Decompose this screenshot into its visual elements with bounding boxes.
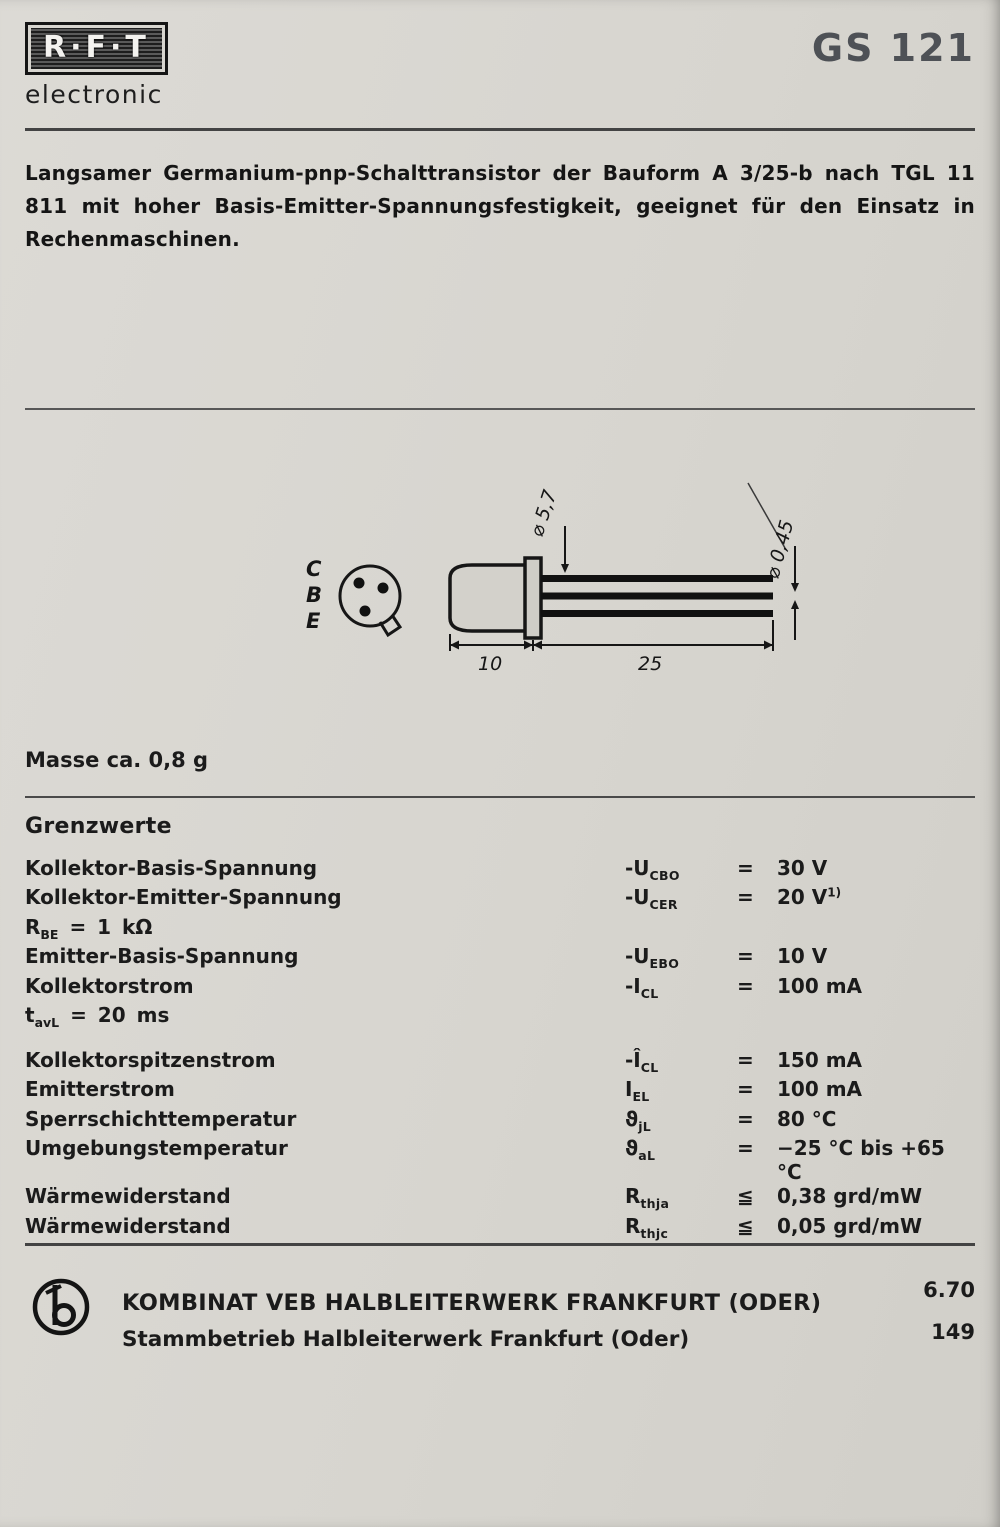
limit-row (25, 1048, 975, 1078)
issue-date: 6.70 (923, 1278, 975, 1302)
relation: = (737, 885, 754, 909)
footer-text (122, 1276, 893, 1352)
value: 100 mA (777, 1077, 863, 1101)
limit-row (25, 856, 975, 886)
symbol: $-Î_{CL}$ (625, 1047, 659, 1075)
transistor-body (450, 558, 773, 638)
limit-row (25, 885, 975, 915)
condition-line (25, 915, 975, 945)
dim-body-length-label: 10 (478, 652, 503, 675)
lead-emitter (541, 610, 773, 617)
pinout-circle (340, 566, 400, 635)
footer-right (923, 1276, 975, 1344)
value: −25 °C bis +65 °C (777, 1136, 945, 1184)
relation: = (737, 1047, 754, 1072)
brand-sub-label: electronic (25, 79, 163, 109)
footer-body (0, 1246, 1000, 1352)
case-outline (450, 565, 526, 631)
limit-row (25, 1077, 975, 1107)
pin-label-e: E (306, 608, 321, 633)
value: 30 V (777, 855, 828, 880)
relation: = (737, 855, 754, 880)
parameter-label: Kollektorstrom (25, 973, 194, 998)
limit-row (25, 974, 975, 1004)
header (0, 0, 1000, 109)
page-number: 149 (931, 1320, 975, 1344)
parameter-label: Emitter-Basis-Spannung (25, 944, 299, 968)
rft-logo (25, 22, 168, 75)
parameter-label: Kollektor-Basis-Spannung (25, 855, 318, 880)
parameter-label: Umgebungstemperatur (25, 1136, 288, 1160)
parameter-label: Wärmewiderstand (25, 1213, 231, 1238)
symbol: $-U_{EBO}$ (625, 944, 680, 971)
symbol: $I_{EL}$ (625, 1077, 650, 1104)
rft-brand-block (25, 22, 168, 109)
footer (0, 1243, 1000, 1352)
parameter-label: Kollektorspitzenstrom (25, 1047, 276, 1072)
symbol: $ϑ_{jL}$ (625, 1106, 652, 1134)
limit-row (25, 1214, 975, 1244)
description-paragraph: Langsamer Germanium-pnp-Schalttransistor der Bauform A 3/25-b nach TGL 11 811 mit hoher Basis-Emitter-Spannungsfestigkeit, geeignet für den Einsatz in Rechenmaschinen. (25, 160, 975, 251)
value: 0,38 grd/mW (777, 1184, 923, 1208)
dim-body-diameter-label: ⌀ 5,7 (525, 486, 562, 540)
part-number: GS 121 (811, 26, 975, 70)
limit-row (25, 1136, 975, 1184)
relation: = (737, 1077, 754, 1101)
relation: = (737, 1136, 754, 1160)
symbol: $ϑ_{aL}$ (625, 1136, 656, 1163)
value: 0,05 grd/mW (777, 1213, 923, 1238)
limit-row (25, 1107, 975, 1137)
value: 80 °C (777, 1106, 837, 1131)
hfo-logo (30, 1276, 92, 1338)
manufacturer-line: KOMBINAT VEB HALBLEITERWERK FRANKFURT (ODER) (122, 1290, 822, 1316)
condition-text: $R_{BE} = 1$ kΩ (25, 914, 153, 942)
rft-logo-letters: R·F·T (31, 28, 162, 69)
case-flange (525, 558, 541, 638)
relation: = (737, 1106, 754, 1131)
symbol: $-U_{CER}$ (625, 885, 678, 912)
pin-label-c: C (306, 556, 322, 581)
relation: = (737, 944, 754, 968)
symbol: $-U_{CBO}$ (625, 855, 680, 883)
plant-line: Stammbetrieb Halbleiterwerk Frankfurt (Oder) (122, 1327, 690, 1352)
value: 20 $V^{1)}$ (777, 885, 842, 909)
relation: = (737, 973, 754, 998)
relation: ≦ (737, 1184, 754, 1208)
transistor-outline-drawing (280, 478, 840, 708)
limit-row (25, 1184, 975, 1214)
condition-text: $t_{avL} = 20$ ms (25, 1003, 170, 1030)
limits-table (25, 856, 975, 1244)
parameter-label: Emitterstrom (25, 1077, 175, 1101)
divider-limits (25, 796, 975, 798)
dim-lead-diameter-label: ⌀ 0,45 (761, 517, 799, 581)
limits-section (25, 814, 975, 1244)
dim-lead-length-label: 25 (638, 652, 663, 675)
symbol: $R_{thja}$ (625, 1184, 670, 1211)
condition-line (25, 1003, 975, 1033)
limits-heading: Grenzwerte (25, 813, 172, 839)
value: 100 mA (777, 973, 863, 998)
parameter-label: Wärmewiderstand (25, 1184, 231, 1208)
limit-row (25, 944, 975, 974)
relation: ≦ (737, 1213, 754, 1238)
mass-note: Masse ca. 0,8 g (25, 747, 209, 772)
parameter-label: Kollektor-Emitter-Spannung (25, 885, 342, 909)
parameter-label: Sperrschichttemperatur (25, 1106, 297, 1131)
lead-base (541, 592, 773, 599)
symbol: $-I_{CL}$ (625, 973, 659, 1001)
symbol: $R_{thjc}$ (625, 1213, 669, 1241)
drawing-section (0, 410, 1000, 740)
value: 10 V (777, 944, 828, 968)
pin-label-b: B (306, 582, 323, 607)
divider-header (25, 128, 975, 131)
value: 150 mA (777, 1047, 863, 1072)
lead-collector (541, 575, 773, 582)
